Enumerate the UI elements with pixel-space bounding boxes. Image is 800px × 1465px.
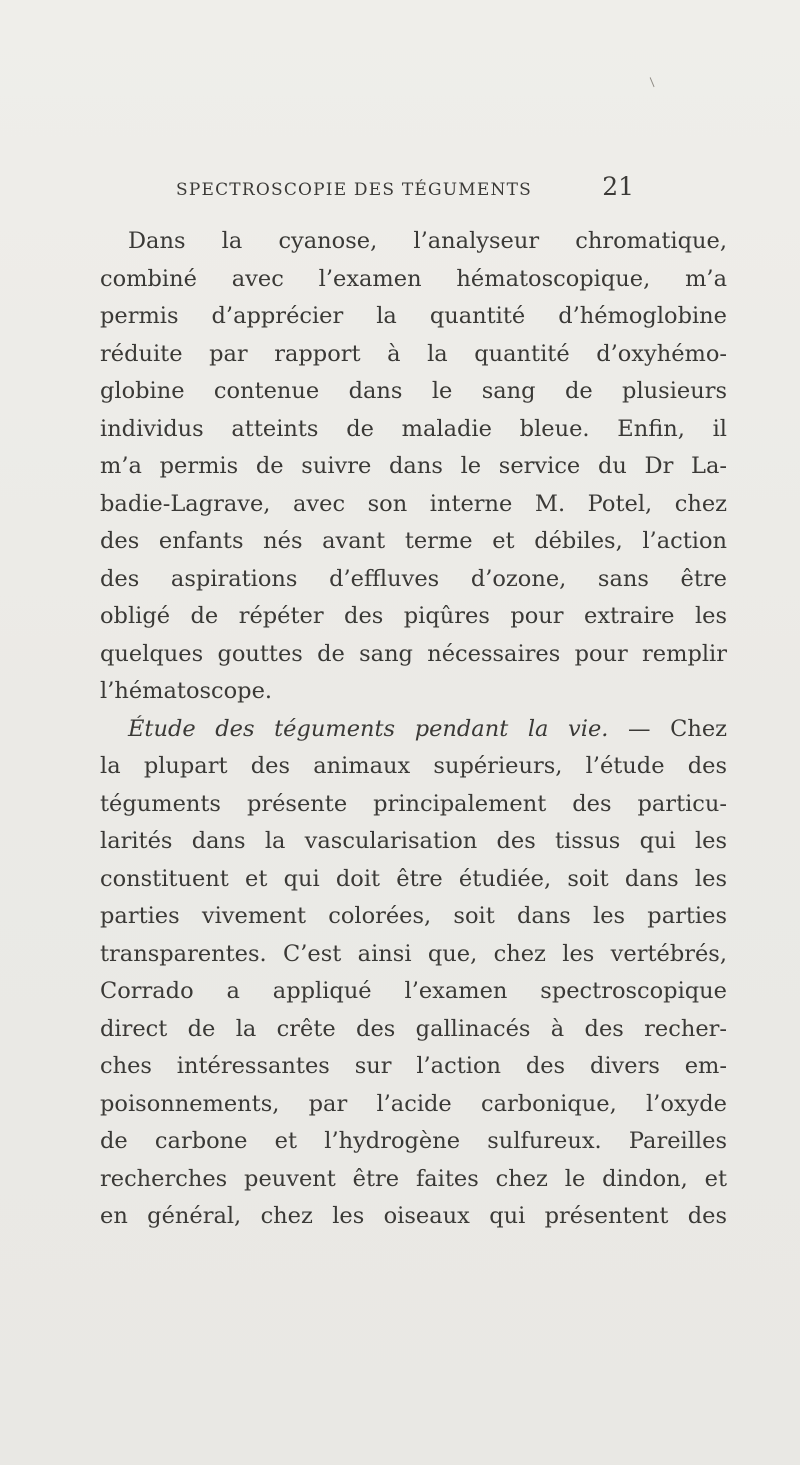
text-line: quelques gouttes de sang nécessaires pour remplir [100, 640, 727, 667]
text-line: réduite par rapport à la quantité d’oxyhémo- [100, 340, 727, 367]
section-heading: Étude des téguments pendant la vie. [128, 715, 609, 742]
body-text [100, 223, 727, 1236]
text-line: parties vivement colorées, soit dans les parties [100, 903, 727, 929]
corner-mark: / [645, 75, 659, 89]
text-line: combiné avec l’examen hématoscopique, m’a [100, 265, 727, 292]
text-line: permis d’apprécier la quantité d’hémoglobine [100, 303, 727, 329]
text-line: de carbone et l’hydrogène sulfureux. Pareilles [100, 1128, 727, 1154]
text-line: badie-Lagrave, avec son interne M. Potel, chez [100, 490, 727, 517]
text-line: obligé de répéter des piqûres pour extraire les [100, 603, 727, 629]
running-title: SPECTROSCOPIE DES TÉGUMENTS [176, 180, 532, 200]
text-line: la plupart des animaux supérieurs, l’étude des [100, 753, 727, 779]
text-line: transparentes. C’est ainsi que, chez les vertébrés, [100, 940, 727, 967]
text-line: téguments présente principalement des particu- [100, 790, 727, 817]
section-heading-tail: — Chez [608, 715, 727, 742]
paragraph-etude-des-teguments [100, 711, 727, 1236]
text-line: direct de la crête des gallinacés à des recher- [100, 1015, 727, 1042]
text-line: des enfants nés avant terme et débiles, l’action [100, 528, 727, 554]
text-line: en général, chez les oiseaux qui présentent des [100, 1203, 727, 1229]
text-line: constituent et qui doit être étudiée, soit dans les [100, 865, 727, 892]
text-line: recherches peuvent être faites chez le dindon, et [100, 1165, 727, 1192]
text-line: Corrado a appliqué l’examen spectroscopique [100, 978, 727, 1004]
text-line: m’a permis de suivre dans le service du Dr La- [100, 453, 727, 479]
text-line: des aspirations d’effluves d’ozone, sans être [100, 565, 727, 592]
page-number: 21 [602, 172, 634, 201]
text-line: poisonnements, par l’acide carbonique, l’oxyde [100, 1090, 727, 1117]
text-line: Dans la cyanose, l’analyseur chromatique, [128, 228, 727, 254]
text-line: larités dans la vascularisation des tissus qui les [100, 828, 727, 854]
text-line: globine contenue dans le sang de plusieurs [100, 378, 727, 404]
text-line: individus atteints de maladie bleue. Enfin, il [100, 415, 727, 442]
paragraph-cyanose [100, 223, 727, 711]
page-header [176, 172, 634, 206]
text-line: l’hématoscope. [100, 678, 273, 704]
section-heading-line [100, 711, 727, 749]
text-line: ches intéressantes sur l’action des divers em- [100, 1053, 727, 1079]
